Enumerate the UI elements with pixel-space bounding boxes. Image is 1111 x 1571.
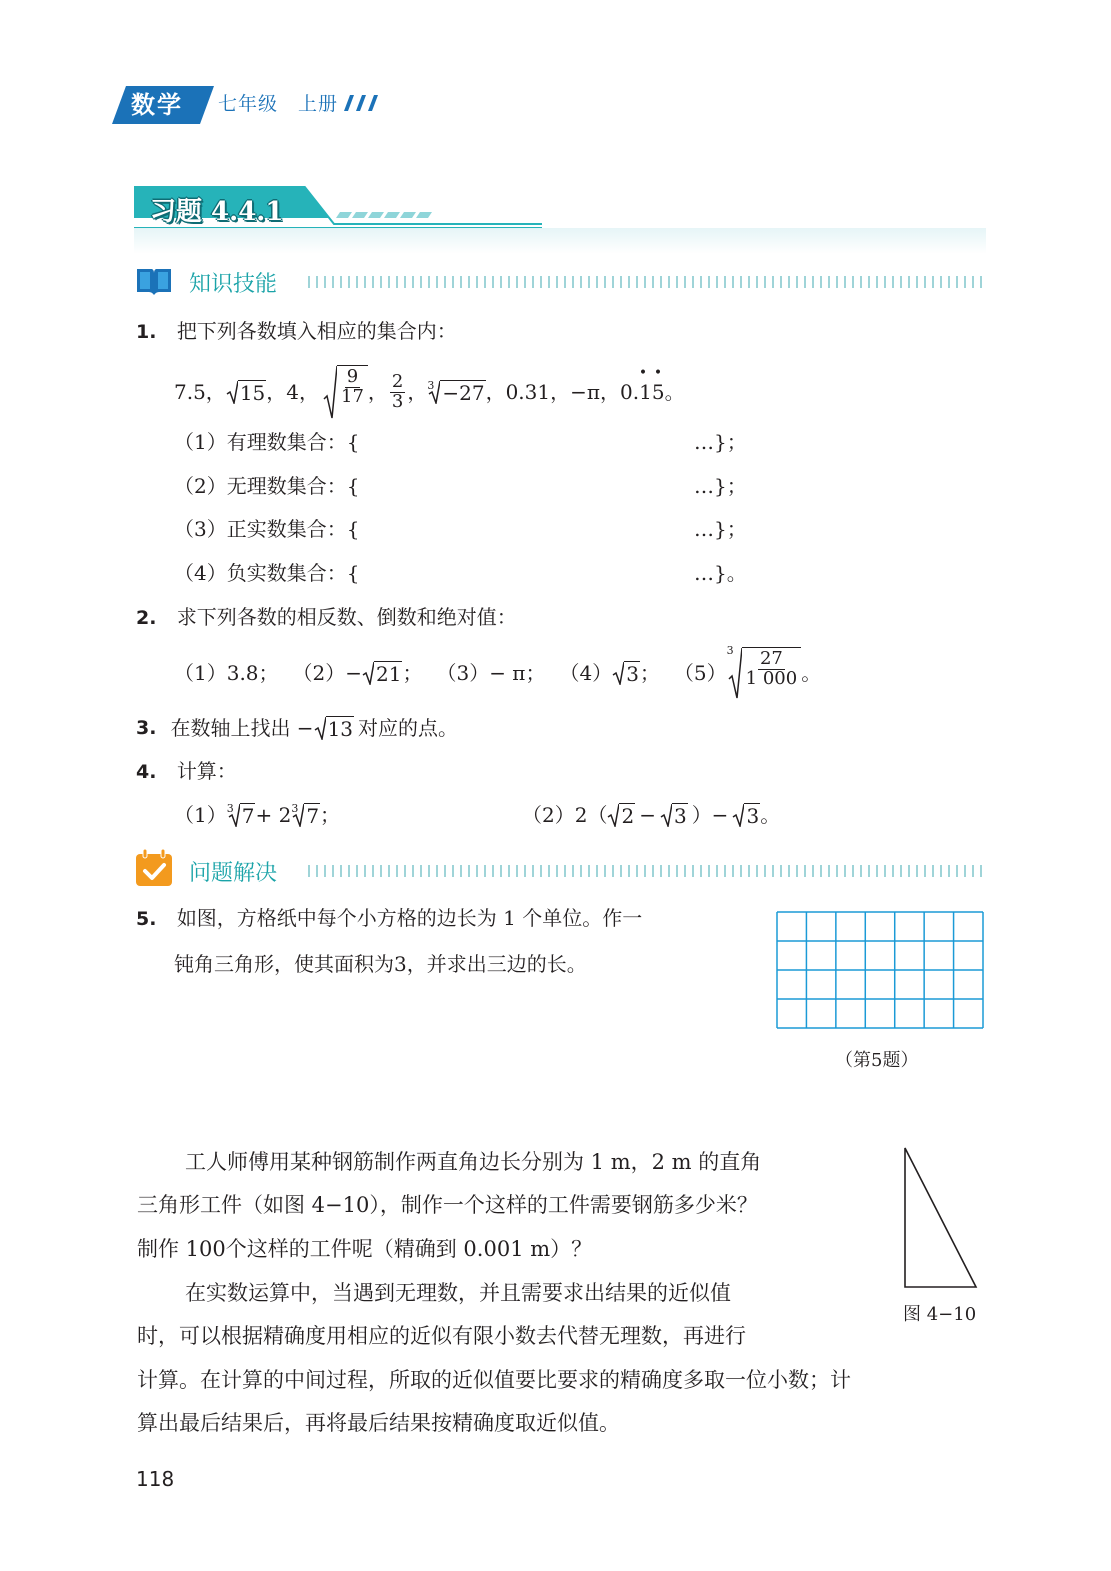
q1-num-a: 7.5，: [174, 380, 226, 404]
square-grid-figure: [776, 911, 984, 1029]
repeating-digit: • • 5: [638, 365, 665, 404]
cbrt-7: 3 7: [226, 802, 255, 828]
q5-line-1: 5. 如图，方格纸中每个小方格的边长为 1 个单位。作一: [136, 906, 643, 930]
subject-label: 数学: [131, 91, 183, 119]
q2-part-1: （1）3.8；: [174, 661, 279, 685]
prose-line-7: 算出最后结果后，再将最后结果按精确度取近似值。: [137, 1411, 620, 1435]
right-triangle-figure: [902, 1146, 980, 1290]
q4-stem: 4. 计算：: [136, 759, 237, 783]
prose-line-6: 计算。在计算的中间过程，所取的近似值要比要求的精确度多取一位小数；计: [137, 1368, 851, 1392]
set-label-1: （1）有理数集合：{: [174, 430, 360, 454]
q2-stem: 2. 求下列各数的相反数、倒数和绝对值：: [136, 605, 517, 629]
sqrt-15: 15: [226, 380, 266, 404]
exercise-title: 习题 4.4.1: [150, 197, 284, 227]
q5-line-2: 钝角三角形，使其面积为3，并求出三边的长。: [174, 952, 587, 976]
q4-part-2: （2）2（ 2 − 3 ）− 3 。: [522, 803, 781, 828]
q2-part-3: （3）− π；: [436, 661, 546, 685]
set-label-2: （2）无理数集合：{: [174, 474, 360, 498]
grade-label: [218, 89, 338, 116]
section-divider: [308, 276, 986, 288]
section-title-skills: 知识技能: [189, 272, 278, 297]
q1-num-c: ，4，: [266, 380, 319, 404]
q5-caption: （第5题）: [835, 1050, 919, 1071]
slashes-decoration-icon: [344, 95, 380, 111]
section-divider-2: [308, 865, 986, 877]
q1-text: 把下列各数填入相应的集合内：: [176, 319, 457, 343]
page-number: 118: [136, 1467, 175, 1491]
open-book-icon: [134, 261, 174, 301]
set-tail-1: …}；: [694, 430, 747, 454]
sqrt-3: 3: [612, 661, 640, 685]
set-tail-3: …}；: [694, 517, 747, 541]
q3-stem: 3 . 在数轴上找出 − 13 对应的点。: [136, 716, 459, 741]
sqrt-21: 21: [362, 661, 402, 685]
q2-parts: （1）3.8； （2）− 21 ； （3）− π； （4） 3 ； （5） 3 $\frac{27}{1 000}$ 。: [174, 646, 821, 700]
section-title-problem: 问题解决: [189, 861, 278, 886]
q1-num-g: ，0.31，−π，0.1: [485, 380, 652, 404]
cbrt-7-second: 3 7: [291, 802, 320, 828]
prose-line-5: 时，可以根据精确度用相应的近似有限小数去代替无理数，再进行: [137, 1324, 746, 1348]
volume: 上册: [298, 93, 339, 115]
sqrt-2: 2: [607, 803, 635, 827]
set-label-4: （4）负实数集合：{: [174, 561, 360, 585]
set-tail-2: …}；: [694, 474, 747, 498]
cbrt-minus-27: 3 −27: [427, 379, 485, 405]
set-tail-4: …}。: [694, 561, 747, 585]
prose-line-1: 工人师傅用某种钢筋制作两直角边长分别为 1 m，2 m 的直角: [185, 1150, 762, 1174]
sqrt-3-b: 3: [732, 803, 760, 827]
q1-stem: 1. 把下列各数填入相应的集合内：: [136, 319, 457, 343]
fraction-2-3: $\frac{2}{3}$: [391, 370, 404, 412]
prose-line-3: 制作 100个这样的工件呢（精确到 0.001 m）？: [137, 1237, 593, 1261]
sqrt-9-17: $\frac{9}{17}$: [323, 365, 368, 419]
calendar-check-icon: [134, 848, 174, 888]
set-label-3: （3）正实数集合：{: [174, 517, 360, 541]
sqrt-13: 13: [314, 716, 354, 740]
prose-line-4: 在实数运算中，当遇到无理数，并且需要求出结果的近似值: [185, 1281, 731, 1305]
sqrt-3-a: 3: [660, 803, 688, 827]
q1-number: 1: [136, 321, 150, 343]
banner-fade: [134, 228, 986, 254]
figure-4-10-caption: 图 4−10: [903, 1304, 977, 1325]
q4-part-1: （1） 3 7 + 2 3 7 ；: [174, 802, 341, 828]
q1-numbers: 7.5， 15 ，4， $\frac{9}{17}$ ， $\frac{2}{3}$ ， 3 −27 ，0.31，−π，0.1 • • 5 。: [174, 364, 685, 420]
cbrt-27-over-1000: 3 $\frac{27}{1 000}$: [727, 647, 802, 699]
prose-line-2: 三角形工件（如图 4−10），制作一个这样的工件需要钢筋多少米？: [137, 1193, 758, 1217]
grade: 七年级: [218, 93, 279, 115]
